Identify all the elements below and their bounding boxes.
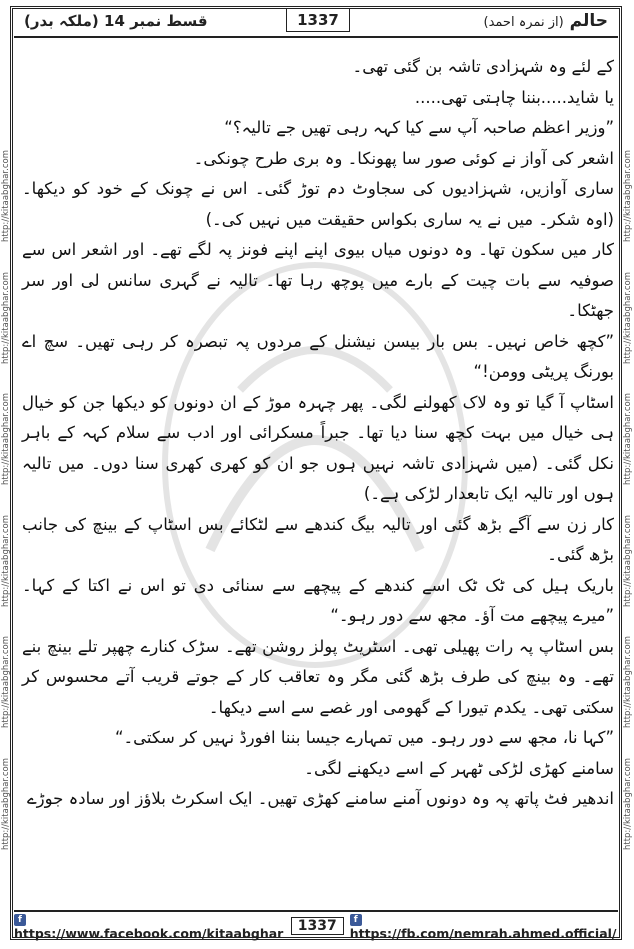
paragraph: کار زن سے آگے بڑھ گئی اور تالیہ بیگ کندھے سے لٹکائے بس اسٹاپ کے بینچ کی جانب بڑھ گئی۔ bbox=[22, 514, 614, 564]
article-body bbox=[22, 52, 614, 815]
side-watermark-text: http://kitaabghar.com bbox=[1, 514, 11, 607]
side-watermark-text: http://kitaabghar.com bbox=[623, 393, 633, 486]
side-watermark-text: http://kitaabghar.com bbox=[623, 514, 633, 607]
side-watermark-text: http://kitaabghar.com bbox=[623, 636, 633, 729]
page-footer bbox=[14, 913, 618, 939]
author-text: (از نمرہ احمد) bbox=[483, 15, 564, 30]
book-title bbox=[484, 11, 609, 31]
paragraph: کار میں سکون تھا۔ وہ دونوں میاں بیوی اپنے اپنے فونز پہ لگے تھے۔ اور اشعر اس سے صوفیہ سے بات چیت کے بارے میں پوچھ رہا تھا۔ تالیہ نے گہری سانس لی اور سر جھٹکا۔ bbox=[22, 240, 614, 320]
side-watermark-text: http://kitaabghar.com bbox=[1, 393, 11, 486]
paragraph: بس اسٹاپ پہ رات پھیلی تھی۔ اسٹریٹ پولز روشن تھے۔ سڑک کنارے چھپر تلے بینچ بنے تھے۔ وہ بینچ کی طرف بڑھ گئی مگر وہ تعاقب کار کے جوتے قریب آتے محسوس کر سکتی تھی۔ یکدم تیورا کے گھومی اور غصے سے اسے دیکھا۔ bbox=[22, 636, 614, 717]
side-watermark-text: http://kitaabghar.com bbox=[1, 636, 11, 729]
footer-facebook-link-right[interactable] bbox=[350, 911, 618, 941]
right-watermark-column bbox=[622, 150, 634, 850]
facebook-icon: f bbox=[350, 914, 362, 926]
paragraph: اشعر کی آواز نے کوئی صور سا پھونکا۔ وہ بری طرح چونکی۔ bbox=[193, 148, 614, 168]
paragraph: ”کہا نا، مجھ سے دور رہو۔ میں تمہارے جیسا بننا افورڈ نہیں کر سکتی۔“ bbox=[114, 728, 614, 747]
facebook-icon: f bbox=[14, 914, 26, 926]
footer-link-text: https://fb.com/nemrah.ahmed.official/ bbox=[349, 926, 617, 941]
title-text: حالم bbox=[569, 11, 608, 31]
paragraph: یا شاید.....بننا چاہتی تھی..... bbox=[414, 87, 614, 107]
left-watermark-column bbox=[0, 150, 12, 850]
header-divider bbox=[14, 36, 618, 38]
side-watermark-text: http://kitaabghar.com bbox=[623, 757, 633, 850]
paragraph: اسٹاپ آ گیا تو وہ لاک کھولنے لگی۔ پھر چہرہ موڑ کے ان دونوں کو دیکھا جن کو خیال ہی خیال میں بہت کچھ سنا دیا تھا۔ جبراً مسکرائی اور ادب سے سلام کہہ کے باہر نکل گئی۔ (میں شہزادی تاشہ نہیں ہوں جو ان کو کھری کھری سنا دوں۔ میں تالیہ ہوں اور تالیہ ایک تابعدار لڑکی ہے۔) bbox=[22, 392, 614, 503]
side-watermark-text: http://kitaabghar.com bbox=[623, 271, 633, 364]
paragraph: ”کچھ خاص نہیں۔ بس بار بیسن نیشنل کے مردوں پہ تبصرہ کر رہی تھیں۔ سچ اے بورنگ پریٹی وومن!“ bbox=[22, 331, 614, 381]
paragraph: اندھیر فٹ پاتھ پہ وہ دونوں آمنے سامنے کھڑی تھیں۔ ایک اسکرٹ بلاؤز اور سادہ جوڑے bbox=[27, 789, 614, 808]
paragraph: ”وزیر اعظم صاحبہ آپ سے کیا کہہ رہی تھیں جے تالیہ؟“ bbox=[224, 118, 614, 137]
side-watermark-text: http://kitaabghar.com bbox=[1, 757, 11, 850]
header-page-number: 1337 bbox=[286, 8, 350, 32]
side-watermark-text: http://kitaabghar.com bbox=[1, 150, 11, 243]
paragraph: ساری آوازیں، شہزادیوں کی سجاوٹ دم توڑ گئی۔ اس نے چونک کے خود کو دیکھا۔ (اوہ شکر۔ میں نے یہ ساری بکواس حقیقت میں نہیں کی۔) bbox=[22, 179, 614, 229]
side-watermark-text: http://kitaabghar.com bbox=[623, 150, 633, 243]
paragraph: باریک ہیل کی ٹک ٹک اسے کندھے کے پیچھے سے سنائی دی تو اس نے اکتا کے کہا۔ ”میرے پیچھے مت آؤ۔ مجھ سے دور رہو۔“ bbox=[22, 575, 614, 625]
footer-facebook-link-left[interactable] bbox=[14, 911, 285, 941]
paragraph: سامنے کھڑی لڑکی ٹھہر کے اسے دیکھنے لگی۔ bbox=[304, 758, 614, 778]
episode-label: قسط نمبر 14 (ملکہ بدر) bbox=[24, 12, 208, 30]
side-watermark-text: http://kitaabghar.com bbox=[1, 271, 11, 364]
footer-page-number: 1337 bbox=[291, 917, 344, 935]
paragraph: کے لئے وہ شہزادی تاشہ بن گئی تھی۔ bbox=[352, 57, 614, 76]
footer-link-text: https://www.facebook.com/kitaabghar bbox=[14, 926, 284, 941]
